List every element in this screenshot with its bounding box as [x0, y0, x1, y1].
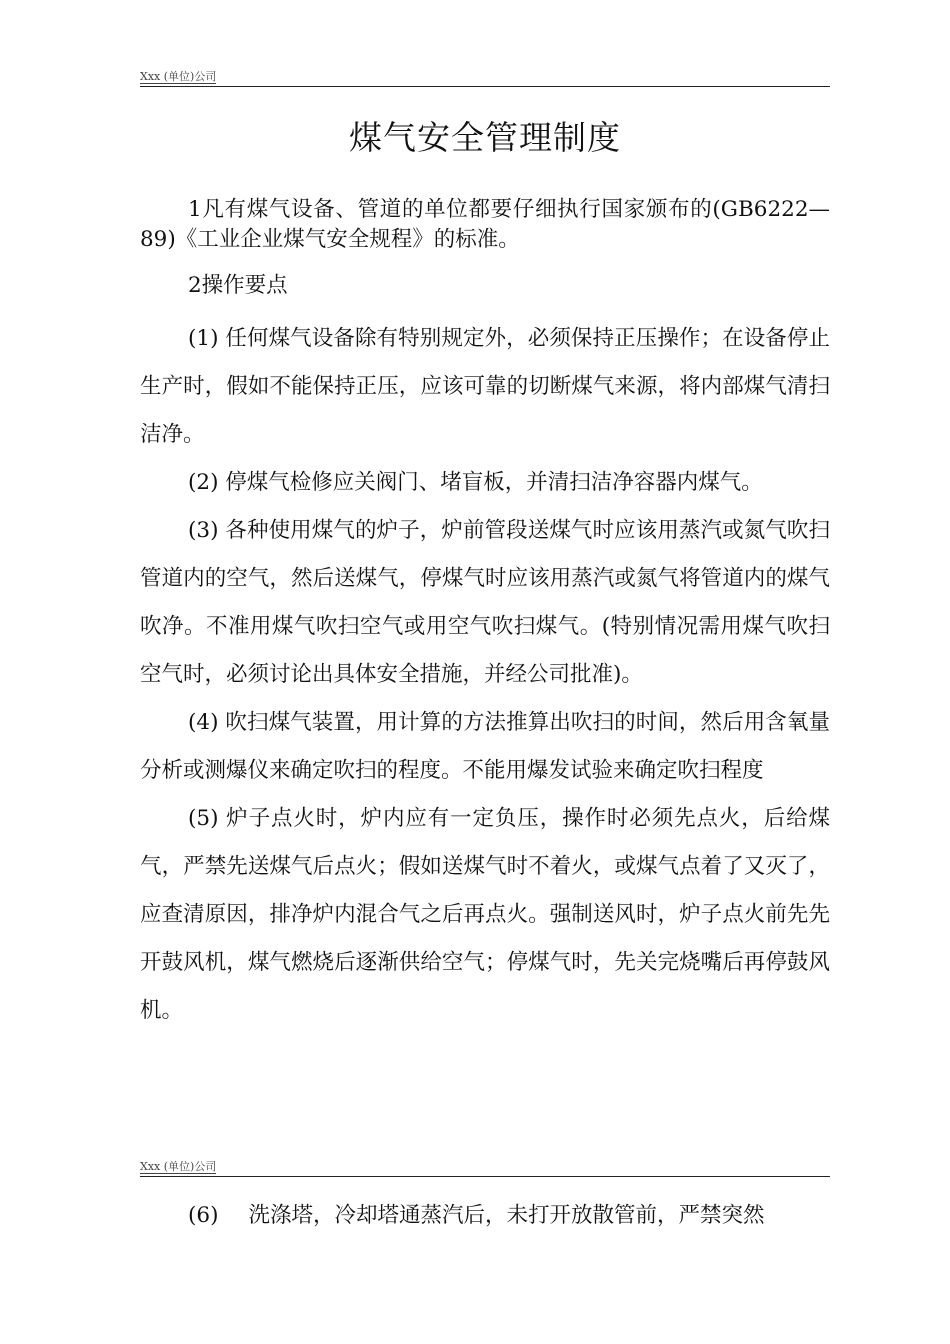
document-body [140, 195, 830, 1035]
paragraph-item-3: (3) 各种使用煤气的炉子，炉前管段送煤气时应该用蒸汽或氮气吹扫管道内的空气，然后送煤气，停煤气时应该用蒸汽或氮气将管道内的煤气吹净。不准用煤气吹扫空气或用空气吹扫煤气。(特别情况需用煤气吹扫空气时，必须讨论出具体安全措施，并经公司批准)。 [140, 518, 830, 687]
paragraph-item-4: (4) 吹扫煤气装置，用计算的方法推算出吹扫的时间，然后用含氧量分析或测爆仪来确定吹扫的程度。不能用爆发试验来确定吹扫程度 [140, 710, 830, 783]
page-header-2 [140, 1160, 830, 1177]
paragraph-item-5: (5) 炉子点火时，炉内应有一定负压，操作时必须先点火，后给煤气，严禁先送煤气后点火；假如送煤气时不着火，或煤气点着了又灭了，应查清原因，排净炉内混合气之后再点火。强制送风时，炉子点火前先先开鼓风机，煤气燃烧后逐渐供给空气；停煤气时，先关完烧嘴后再停鼓风机。 [140, 806, 830, 1023]
paragraph-1: 1凡有煤气设备、管道的单位都要仔细执行国家颁布的(GB6222— 89)《工业企业煤气安全规程》的标准。 [140, 197, 830, 252]
document-body-continued [140, 1192, 830, 1240]
page-header [140, 70, 830, 87]
header-company-text-2: Xxx (单位)公司 [140, 1160, 217, 1173]
header-company-text: Xxx (单位)公司 [140, 70, 217, 83]
paragraph-item-2: (2) 停煤气检修应关阀门、堵盲板，并清扫洁净容器内煤气。 [188, 470, 763, 495]
paragraph-item-6-number: (6) [188, 1203, 219, 1228]
paragraph-2: 2操作要点 [188, 273, 288, 298]
document-title: 煤气安全管理制度 [349, 118, 621, 157]
paragraph-item-1: (1) 任何煤气设备除有特别规定外，必须保持正压操作；在设备停止生产时，假如不能保持正压，应该可靠的切断煤气来源，将内部煤气清扫洁净。 [140, 326, 830, 447]
paragraph-item-6-text: 洗涤塔，冷却塔通蒸汽后，未打开放散管前，严禁突然 [248, 1203, 765, 1228]
paragraph-item-6 [140, 1192, 830, 1240]
